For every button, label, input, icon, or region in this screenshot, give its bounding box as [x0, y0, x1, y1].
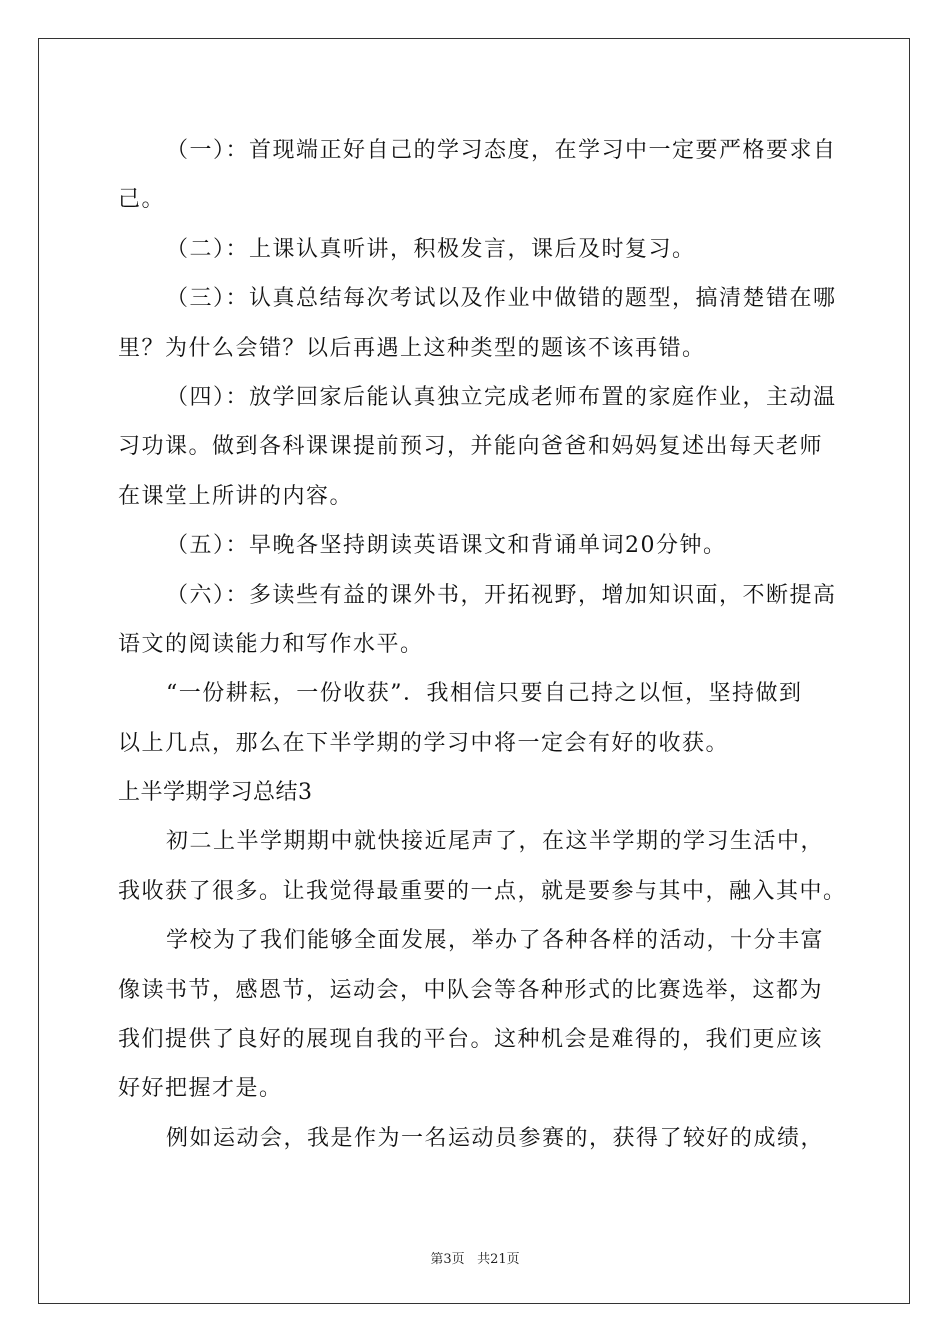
paragraph-line: 习功课。做到各科课课提前预习，并能向爸爸和妈妈复述出每天老师: [118, 434, 824, 460]
paragraph-line: 语文的阅读能力和写作水平。: [118, 631, 424, 657]
page-number: 第3页: [430, 1252, 465, 1267]
document-body: [118, 126, 847, 1163]
paragraph-line: 学校为了我们能够全面发展，举办了各种各样的活动，十分丰富: [166, 928, 825, 954]
page-footer: [0, 1248, 950, 1267]
paragraph-line: 好好把握才是。: [118, 1076, 283, 1102]
paragraph-line: 里？为什么会错？以后再遇上这种类型的题该不该再错。: [118, 335, 706, 361]
paragraph-line: 我收获了很多。让我觉得最重要的一点，就是要参与其中，融入其中。: [118, 878, 847, 904]
paragraph-line: “一份耕耘，一份收获”．我相信只要自己持之以恒，坚持做到: [166, 681, 803, 707]
paragraph-line: （六）：多读些有益的课外书，开拓视野，增加知识面，不断提高: [166, 582, 837, 608]
paragraph-line: （四）：放学回家后能认真独立完成老师布置的家庭作业，主动温: [166, 384, 837, 410]
paragraph-line: 像读书节，感恩节，运动会，中队会等各种形式的比赛选举，这都为: [118, 977, 824, 1003]
paragraph-line: （五）：早晚各坚持朗读英语课文和背诵单词20分钟。: [166, 533, 727, 559]
paragraph-line: 初二上半学期期中就快接近尾声了，在这半学期的学习生活中，: [166, 829, 825, 855]
paragraph-line: （三）：认真总结每次考试以及作业中做错的题型，搞清楚错在哪: [166, 286, 837, 312]
paragraph-line: （二）：上课认真听讲，积极发言，课后及时复习。: [166, 236, 696, 262]
section-heading: 上半学期学习总结3: [118, 780, 313, 806]
page-total: 共21页: [477, 1252, 520, 1267]
paragraph-line: 例如运动会，我是作为一名运动员参赛的，获得了较好的成绩，: [166, 1125, 825, 1151]
paragraph-line: 我们提供了良好的展现自我的平台。这种机会是难得的，我们更应该: [118, 1027, 824, 1053]
paragraph-line: 在课堂上所讲的内容。: [118, 483, 354, 509]
paragraph-line: 以上几点，那么在下半学期的学习中将一定会有好的收获。: [118, 730, 730, 756]
paragraph-line: （一）：首现端正好自己的学习态度，在学习中一定要严格要求自: [166, 138, 837, 163]
paragraph-line: 己。: [118, 187, 166, 213]
